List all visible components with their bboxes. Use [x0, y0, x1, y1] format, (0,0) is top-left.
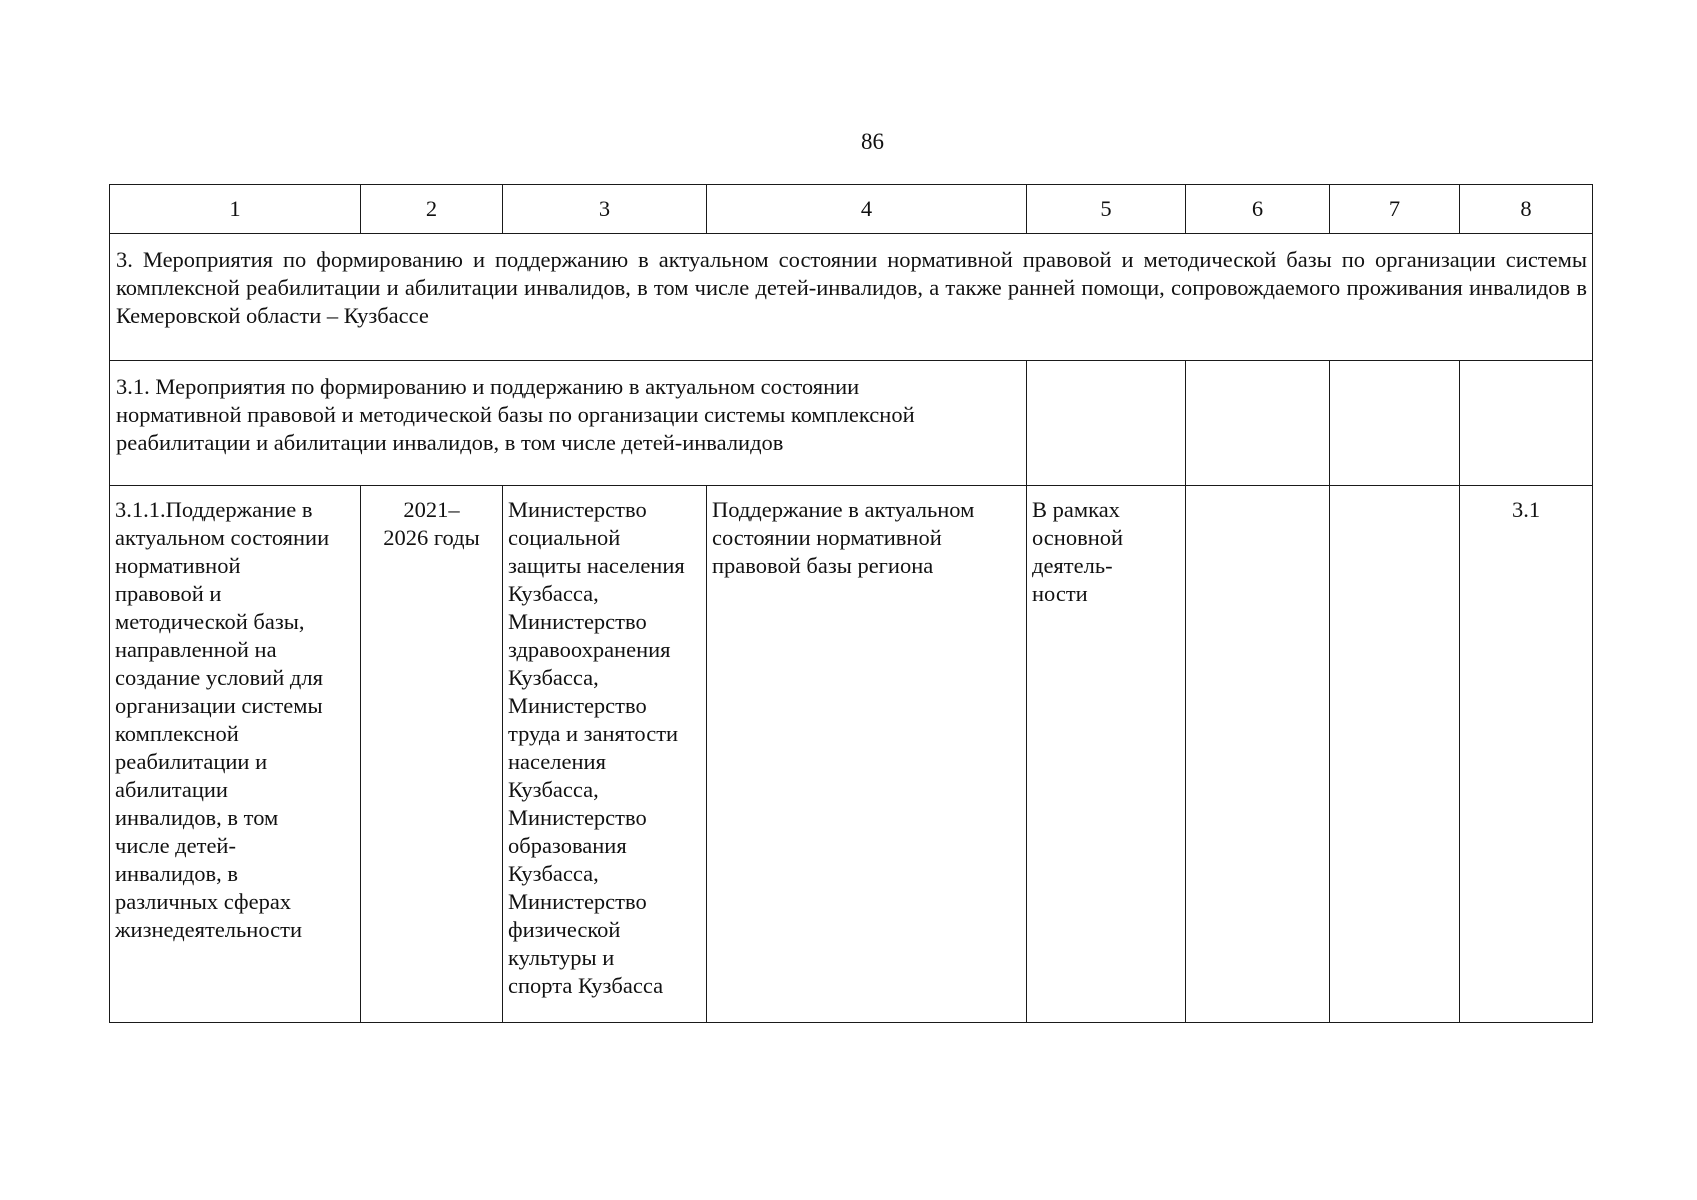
section-title: 3. Мероприятия по формированию и поддержанию в актуальном состоянии нормативной правовой и методической базы по организации системы комплексной реабилитации и абилитации инвалидов, в том числе детей-инвалидов, а также ранней помощи, сопровождаемого проживания инвалидов в Кемеровской области – Кузбассе [110, 234, 1593, 361]
column-header-7: 7 [1330, 185, 1460, 234]
column-header-8: 8 [1460, 185, 1593, 234]
item-period: 2021– 2026 годы [361, 486, 503, 1023]
subsection-cell-7 [1330, 361, 1460, 486]
column-header-2: 2 [361, 185, 503, 234]
item-cell-8: 3.1 [1460, 486, 1593, 1023]
subsection-cell-8 [1460, 361, 1593, 486]
column-header-6: 6 [1186, 185, 1330, 234]
item-executors: Министерство социальной защиты населения Кузбасса, Министерство здравоохранения Кузбасса, Министерство труда и занятости населения Кузбасса, Министерство образования Кузбасса, Министерство физической культуры и спорта Кузбасса [503, 486, 707, 1023]
item-measure-name: 3.1.1.Поддержание в актуальном состоянии нормативной правовой и методической базы, направленной на создание условий для организации системы комплексной реабилитации и абилитации инвалидов, в том числе детей- инвалидов, в различных сферах жизнедеятельности [110, 486, 361, 1023]
subsection-cell-5 [1027, 361, 1186, 486]
item-cell-6 [1186, 486, 1330, 1023]
table-row [110, 486, 1593, 1023]
column-header-1: 1 [110, 185, 361, 234]
column-number-row [110, 185, 1593, 234]
subsection-row [110, 361, 1593, 486]
item-expected-result: Поддержание в актуальном состоянии нормативной правовой базы региона [707, 486, 1027, 1023]
column-header-4: 4 [707, 185, 1027, 234]
column-header-3: 3 [503, 185, 707, 234]
page-number: 86 [861, 129, 884, 154]
item-cell-7 [1330, 486, 1460, 1023]
column-header-5: 5 [1027, 185, 1186, 234]
subsection-cell-6 [1186, 361, 1330, 486]
section-row [110, 234, 1593, 361]
item-funding: В рамках основной деятель- ности [1027, 486, 1186, 1023]
subsection-title: 3.1. Мероприятия по формированию и поддержанию в актуальном состоянии нормативной правовой и методической базы по организации системы комплексной реабилитации и абилитации инвалидов, в том числе детей-инвалидов [110, 361, 1027, 486]
measures-table [109, 184, 1593, 1023]
